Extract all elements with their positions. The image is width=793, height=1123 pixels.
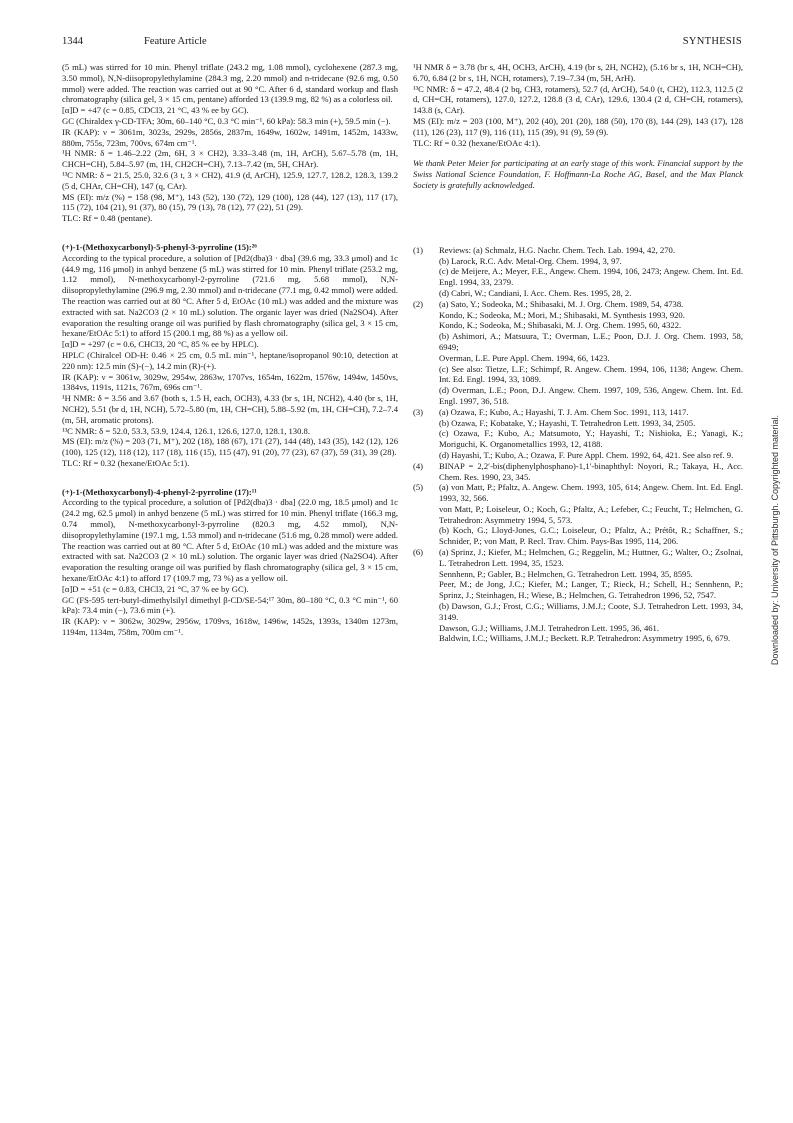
paragraph: TLC: Rf = 0.32 (hexane/EtOAc 5:1). — [62, 457, 190, 468]
journal-name: SYNTHESIS — [682, 36, 742, 47]
reference-item — [413, 407, 743, 461]
reference-line: Peer, M.; de Jong, J.C.; Kiefer, M.; Langer, T.; Rieck, H.; Schell, H.; Sennhenn, P.; Sprinz, J.; Steinhagen, H.; Wiese, B.; Helmchen, G. Tetrahedron 1996, 52, 7547. — [439, 579, 743, 601]
reference-item — [413, 482, 743, 547]
reference-line: Overman, L.E. Pure Appl. Chem. 1994, 66, 1423. — [439, 352, 610, 363]
paragraph: ¹³C NMR: δ = 52.0, 53.3, 53.9, 124.4, 126.1, 126.6, 127.0, 128.1, 130.8. — [62, 425, 310, 436]
reference-item — [413, 299, 743, 407]
paragraph: GC (FS-595 tert-butyl-dimethylsilyl dimethyl β-CD/SE-54;¹⁷ 30m, 80–180 °C, 0.3 °C min⁻¹, 60 kPa): 73.4 min (−), 73.6 min (+). — [62, 594, 398, 616]
paragraph: [α]D = +51 (c = 0.83, CHCl3, 21 °C, 37 % ee by GC). — [62, 583, 249, 594]
paragraph: ¹³C NMR: δ = 47.2, 48.4 (2 bq, CH3, rotamers), 52.7 (d, ArCH), 54.0 (t, CH2), 112.3, 112.5 (2 d, CH=CH, rotamers), 127.0, 127.2, 128.8 (3 d, CAr), 129.6, 130.4 (2 d, CH=CH, rotamers), 143.8 (s, CAr). — [413, 83, 743, 116]
paragraph: MS (EI): m/z (%) = 158 (98, M⁺), 143 (52), 130 (72), 129 (100), 128 (44), 127 (13), 117 (17), 115 (72), 104 (21), 91 (37), 80 (15), 79 (13), 78 (12), 77 (22), 51 (29). — [62, 191, 398, 213]
paragraph: ¹H NMR δ = 3.78 (br s, 4H, OCH3, ArCH), 4.19 (br s, 2H, NCH2), (5.16 br s, 1H, NCH=CH), 6.70, 6.84 (2 br s, 1H, NCH, rotamers), 7.19–7.34 (m, 5H, ArH). — [413, 62, 743, 83]
reference-line: (b) Ozawa, F.; Kobatake, Y.; Hayashi, T. Tetrahedron Lett. 1993, 34, 2505. — [439, 417, 696, 428]
reference-number: (2) — [413, 298, 424, 309]
page-number: 1344 — [62, 36, 83, 47]
paragraph: IR (KAP): ν = 3061w, 3029w, 2954w, 2863w, 1707vs, 1654m, 1622m, 1576w, 1494w, 1450vs, 1384vs, 1191s, 1121s, 767m, 696s cm⁻¹. — [62, 371, 398, 393]
reference-item — [413, 245, 743, 299]
reference-line: (c) Ozawa, F.; Kubo, A.; Matsumoto, Y.; Hayashi, T.; Nishioka, E.; Yanagi, K.; Moriguchi, K. Organometallics 1993, 12, 4188. — [439, 428, 743, 450]
paragraph: ¹H NMR: δ = 1.46–2.22 (2m, 6H, 3 × CH2), 3.33–3.48 (m, 1H, ArCH), 5.67–5.78 (m, 1H, CHCH=CH), 5.84–5.97 (m, 1H, CH2CH=CH), 7.13–7.42 (m, 5H, CHAr). — [62, 148, 398, 170]
reference-number: (4) — [413, 460, 424, 471]
compound-title: (+)-1-(Methoxycarbonyl)-5-phenyl-3-pyrroline (15):²⁶ — [62, 241, 257, 252]
paragraph: According to the typical procedure, a solution of [Pd2(dba)3 · dba] (22.0 mg, 18.5 μmol) and 1c (24.2 mg, 62.5 μmol) in anhyd benzene (5 mL) was stirred for 10 min. Phenyl triflate (166.3 mg, 0.74 mmol), N-methoxycarbonyl-3-pyrroline (820.3 mg, 4.52 mmol), N,N-diisopropylethylamine (197.1 mg, 1.53 mmol) and n-tridecane (51.6 mg, 0.28 mmol) were added. The reaction was carried out at 80 °C. After 5 d, EtOAc (10 mL) was added and the mixture was extracted with sat. Na2CO3 (2 × 10 mL) solution. The organic layer was dried (Na2SO4). After evaporation the resulting orange oil was purified by flash chromatography (silica gel, 3 × 15 cm, hexane/EtOAc 4:1) to afford 17 (109.7 mg, 73 %) as a yellow oil. — [62, 497, 398, 584]
right-column — [413, 62, 743, 644]
reference-line: (b) Dawson, G.J.; Frost, C.G.; Williams, J.M.J.; Coote, S.J. Tetrahedron Lett. 1993, 34, 3149. — [439, 601, 743, 622]
reference-line: (a) von Matt, P.; Pfaltz, A. Angew. Chem. 1993, 105, 614; Angew. Chem. Int. Ed. Engl. 1993, 32, 566. — [439, 482, 743, 504]
paragraph: [α]D = +297 (c = 0.6, CHCl3, 20 °C, 85 % ee by HPLC). — [62, 339, 259, 350]
reference-line: BINAP = 2,2′-bis(diphenylphosphano)-1,1′-binaphthyl: Noyori, R.; Takaya, H., Acc. Chem. Res. 1990, 23, 345. — [439, 460, 743, 482]
reference-line: (b) Koch, G.; Lloyd-Jones, G.C.; Loiseleur, O.; Pfaltz, A.; Prétôt, R.; Schaffner, S.; Schnider, P.; von Matt, P. Recl. Trav. Chim. Pays-Bas 1995, 114, 206. — [439, 525, 743, 547]
section-label: Feature Article — [144, 36, 207, 47]
reference-line: (d) Cabri, W.; Candiani, I. Acc. Chem. Res. 1995, 28, 2. — [439, 287, 632, 298]
paragraph: According to the typical procedure, a solution of [Pd2(dba)3 · dba] (39.6 mg, 33.3 μmol) and 1c (44.9 mg, 116 μmol) in anhyd benzene (5 mL) was stirred for 10 min. Phenyl triflate (253.2 mg, 1.12 mmol), N-methoxycarbonyl-2-pyrroline (721.6 mg, 5.68 mmol), N,N-diisopropylethylamine (296.9 mg, 2.30 mmol) and n-tridecane (77.1 mg, 0.42 mmol) were added. The reaction was carried out at 80 °C. After 5 d, EtOAc (10 mL) was added and the mixture was extracted with sat. Na2CO3 (2 × 10 mL) solution. The organic layer was dried (Na2SO4). After evaporation the resulting orange oil was purified by flash chromatography (silica gel, 3 × 15 cm, hexane/EtOAc 5:1) to afford 15 (200.1 mg, 88 %) as a yellow oil. — [62, 252, 398, 339]
reference-list — [413, 245, 743, 644]
paragraph: MS (EI): m/z = 203 (100, M⁺), 202 (40), 201 (20), 188 (50), 170 (8), 144 (29), 143 (17), 128 (11), 126 (23), 117 (9), 116 (11), 115 (39), 91 (9), 59 (9). — [413, 115, 743, 137]
reference-line: von Matt, P.; Loiseleur, O.; Koch, G.; Pfaltz, A.; Lefeber, C.; Feucht, T.; Helmchen, G. Tetrahedron: Asymmetry 1994, 5, 573. — [439, 503, 743, 525]
reference-line: (a) Sprinz, J.; Kiefer, M.; Helmchen, G.; Reggelin, M.; Huttner, G.; Walter, O.; Zsolnai, L. Tetrahedron Lett. 1994, 35, 1523. — [439, 547, 743, 568]
reference-line: Dawson, G.J.; Williams, J.M.J. Tetrahedron Lett. 1995, 36, 461. — [439, 622, 660, 633]
left-column — [62, 62, 398, 638]
paragraph: IR (KAP): ν = 3061m, 3023s, 2929s, 2856s, 2837m, 1649w, 1602w, 1491m, 1452m, 1433w, 880m, 755s, 723m, 700vs, 674m cm⁻¹. — [62, 126, 398, 148]
reference-line: Sennhenn, P.; Gabler, B.; Helmchen, G. Tetrahedron Lett. 1994, 35, 8595. — [439, 568, 693, 579]
paragraph: GC (Chiraldex γ-CD-TFA; 30m, 60–140 °C, 0.3 °C min⁻¹, 60 kPa): 58.3 min (+), 59.5 min (−). — [62, 115, 391, 126]
reference-number: (1) — [413, 244, 424, 255]
reference-number: (3) — [413, 406, 424, 417]
watermark-text: Downloaded by: University of Pittsburgh. Copyrighted material. — [770, 414, 780, 666]
download-watermark — [768, 330, 782, 750]
reference-item — [413, 547, 743, 644]
paragraph: ¹³C NMR: δ = 21.5, 25.0, 32.6 (3 t, 3 × CH2), 41.9 (d, ArCH), 125.9, 127.7, 128.2, 128.3, 139.2 (5 d, CHAr, CH=CH), 147 (q, CAr). — [62, 169, 398, 191]
paragraph: TLC: Rf = 0.48 (pentane). — [62, 213, 153, 224]
reference-line: (b) Ashimori, A.; Matsuura, T.; Overman, L.E.; Poon, D.J. J. Org. Chem. 1993, 58, 6949; — [439, 331, 743, 352]
reference-line: (d) Hayashi, T.; Kubo, A.; Ozawa, F. Pure Appl. Chem. 1992, 64, 421. See also ref. 9. — [439, 449, 734, 460]
reference-item — [413, 461, 743, 483]
reference-line: Baldwin, I.C.; Williams, J.M.J.; Beckett. R.P. Tetrahedron: Asymmetry 1995, 6, 679. — [439, 633, 731, 644]
reference-line: (c) de Meijere, A.; Meyer, F.E., Angew. Chem. 1994, 106, 2473; Angew. Chem. Int. Ed. Engl. 1994, 33, 2379. — [439, 266, 743, 288]
reference-line: (a) Sato, Y.; Sodeoka, M.; Shibasaki, M. J. Org. Chem. 1989, 54, 4738. — [439, 298, 684, 309]
reference-number: (6) — [413, 547, 424, 558]
reference-line: Reviews: (a) Schmalz, H.G. Nachr. Chem. Tech. Lab. 1994, 42, 270. — [439, 244, 675, 255]
reference-line: Kondo, K.; Sodeoka, M.; Shibasaki, M. J. Org. Chem. 1995, 60, 4322. — [439, 320, 682, 331]
paragraph: HPLC (Chiralcel OD-H: 0.46 × 25 cm, 0.5 mL min⁻¹, heptane/isopropanol 90:10, detection at 220 nm): 12.5 min (S)-(−), 14.2 min (R)-(+). — [62, 349, 398, 371]
paragraph: [α]D = +47 (c = 0.85, CDCl3, 21 °C, 43 % ee by GC). — [62, 105, 249, 116]
page-header — [62, 36, 742, 50]
paragraph: ¹H NMR: δ = 3.56 and 3.67 (both s, 1.5 H, each, OCH3), 4.33 (br s, 1H, NCH2), 4.40 (br s, 1H, NCH2), 5.51 (br d, 1H, NCH), 5.72–5.80 (m, 1H, CH=CH), 5.88–5.92 (m, 1H, CH=CH), 7.2–7.4 (m, 5H, aromatic protons). — [62, 393, 398, 425]
compound-title: (+)-1-(Methoxycarbonyl)-4-phenyl-2-pyrroline (17):¹¹ — [62, 486, 257, 497]
paragraph: IR (KAP): ν = 3062w, 3029w, 2956w, 1709vs, 1618w, 1496w, 1452s, 1393s, 1340m 1273m, 1194m, 1134m, 758m, 700m cm⁻¹. — [62, 616, 398, 638]
reference-line: (b) Larock, R.C. Adv. Metal-Org. Chem. 1994, 3, 97. — [439, 255, 622, 266]
reference-line: (d) Overman, L.E.; Poon, D.J. Angew. Chem. 1997, 109, 536, Angew. Chem. Int. Ed. Engl. 1997, 36, 518. — [439, 385, 743, 406]
paragraph: (5 mL) was stirred for 10 min. Phenyl triflate (243.2 mg, 1.08 mmol), cyclohexene (287.3 mg, 3.50 mmol), N,N-diisopropylethylamine (284.3 mg, 2.20 mmol) and n-tridecane (92.6 mg, 0.50 mmol) were added. The reaction was carried out at 90 °C. After 6 d, standard workup and flash chromatography (silica gel, 3 × 15 cm, pentane) afforded 13 (139.9 mg, 82 %) as a colorless oil. — [62, 62, 398, 105]
paragraph: MS (EI): m/z (%) = 203 (71, M⁺), 202 (18), 188 (67), 171 (27), 144 (48), 143 (35), 142 (12), 126 (100), 125 (12), 118 (12), 117 (18), 116 (15), 115 (47), 91 (20), 77 (23), 67 (37), 59 (31), 39 (28). — [62, 436, 398, 458]
acknowledgement: We thank Peter Meier for participating at an early stage of this work. Financial support by the Swiss National Science Foundation, F. Hoffmann-La Roche AG, Basel, and the Max Planck Society is gratefully acknowledged. — [413, 158, 743, 190]
reference-line: Kondo, K.; Sodeoka, M.; Mori, M.; Shibasaki, M. Synthesis 1993, 920. — [439, 309, 685, 320]
reference-line: (c) See also: Tietze, L.F.; Schimpf, R. Angew. Chem. 1994, 106, 1138; Angew. Chem. Int. Ed. Engl. 1994, 33, 1089. — [439, 363, 743, 385]
reference-line: (a) Ozawa, F.; Kubo, A.; Hayashi, T. J. Am. Chem Soc. 1991, 113, 1417. — [439, 406, 689, 417]
reference-number: (5) — [413, 482, 424, 493]
paragraph: TLC: Rf = 0.32 (hexane/EtOAc 4:1). — [413, 137, 541, 148]
